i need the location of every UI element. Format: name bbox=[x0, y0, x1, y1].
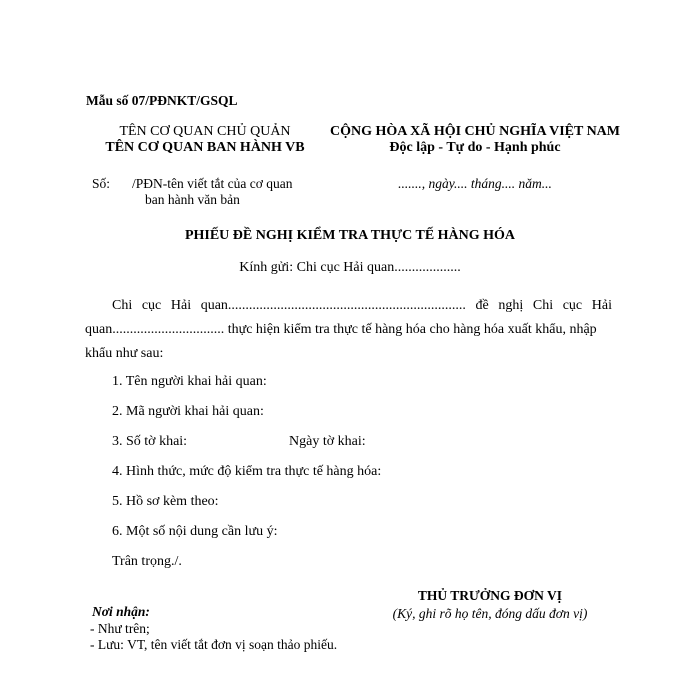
parent-agency-name: TÊN CƠ QUAN CHỦ QUẢN bbox=[119, 124, 291, 139]
list-item: 6. Một số nội dung cần lưu ý: bbox=[112, 524, 278, 539]
closing-text: Trân trọng./. bbox=[112, 554, 182, 569]
body-line-2: quan................................ thực hiện kiểm tra thực tế hàng hóa cho hàng hóa xuất khẩu, nhập bbox=[85, 322, 597, 337]
header-right bbox=[325, 124, 625, 156]
issuing-agency-name: TÊN CƠ QUAN BAN HÀNH VB bbox=[105, 140, 305, 155]
number-text-line2: ban hành văn bản bbox=[145, 192, 240, 207]
number-label: Số: bbox=[92, 176, 111, 191]
national-title: CỘNG HÒA XÃ HỘI CHỦ NGHĨA VIỆT NAM bbox=[329, 124, 620, 139]
recipients-list-item: - Như trên; bbox=[90, 621, 150, 636]
recipients-label: Nơi nhận: bbox=[92, 604, 150, 619]
list-item: 3. Số tờ khai: bbox=[112, 434, 188, 449]
list-item: 4. Hình thức, mức độ kiểm tra thực tế hàng hóa: bbox=[112, 464, 382, 479]
body-word: Hải bbox=[170, 298, 192, 313]
declaration-date-label: Ngày tờ khai: bbox=[289, 434, 366, 449]
document-title: PHIẾU ĐỀ NGHỊ KIỂM TRA THỰC TẾ HÀNG HÓA bbox=[184, 228, 516, 243]
date-line: ......., ngày.... tháng.... năm... bbox=[398, 176, 552, 191]
body-word: quan.................................................................... bbox=[200, 298, 466, 313]
number-text-line1: /PĐN-tên viết tắt của cơ quan bbox=[132, 176, 293, 191]
form-code: Mẫu số 07/PĐNKT/GSQL bbox=[86, 93, 238, 108]
body-word: Chi bbox=[532, 298, 554, 313]
body-word: cục bbox=[562, 298, 583, 313]
body-word: Chi bbox=[112, 298, 133, 313]
body-line-3: khẩu như sau: bbox=[85, 346, 164, 361]
number-text bbox=[132, 176, 292, 208]
body-line-1 bbox=[112, 298, 612, 314]
body-word: đề bbox=[475, 298, 489, 313]
list-item: 1. Tên người khai hải quan: bbox=[112, 374, 267, 389]
list-item: 5. Hồ sơ kèm theo: bbox=[112, 494, 219, 509]
list-item: 2. Mã người khai hải quan: bbox=[112, 404, 264, 419]
signature-title: THỦ TRƯỞNG ĐƠN VỊ bbox=[417, 588, 563, 603]
body-word: nghị bbox=[498, 298, 524, 313]
national-motto: Độc lập - Tự do - Hạnh phúc bbox=[389, 140, 561, 155]
signature-note: (Ký, ghi rõ họ tên, đóng dấu đơn vị) bbox=[392, 606, 588, 621]
header-left bbox=[85, 124, 325, 156]
body-word: Hải bbox=[591, 298, 612, 313]
recipient-line: Kính gửi: Chi cục Hải quan................... bbox=[239, 260, 461, 275]
recipients-list-item: - Lưu: VT, tên viết tắt đơn vị soạn thảo phiếu. bbox=[90, 637, 338, 652]
body-word: cục bbox=[141, 298, 162, 313]
